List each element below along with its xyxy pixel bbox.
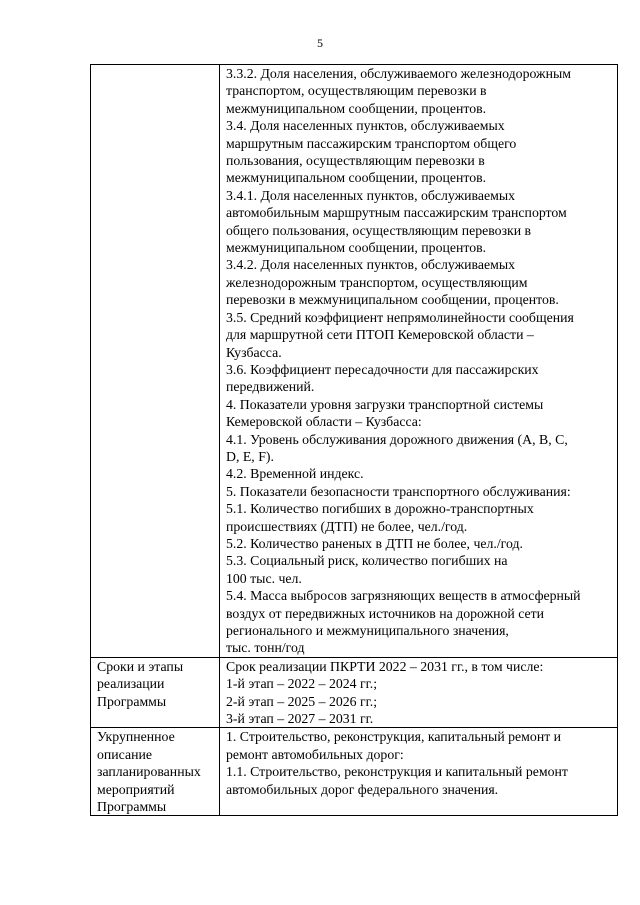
content-line: 5. Показатели безопасности транспортного обслуживания: bbox=[226, 483, 571, 499]
table-body bbox=[91, 65, 618, 816]
table-row bbox=[91, 728, 618, 816]
table-row bbox=[91, 657, 618, 728]
row-content-cell bbox=[220, 728, 618, 816]
content-line: 5.1. Количество погибших в дорожно-транспортных bbox=[226, 501, 534, 517]
content-line: 3.3.2. Доля населения, обслуживаемого железнодорожным bbox=[226, 66, 571, 81]
label-line: мероприятий bbox=[97, 781, 175, 797]
row-content-cell bbox=[220, 657, 618, 728]
content-line: 5.2. Количество раненых в ДТП не более, чел./год. bbox=[226, 535, 523, 551]
content-line: 1-й этап – 2022 – 2024 гг.; bbox=[226, 676, 378, 692]
content-line: автомобильных дорог федерального значения. bbox=[226, 781, 499, 797]
content-line: 4.2. Временной индекс. bbox=[226, 466, 364, 482]
content-line: перевозки в межмуниципальном сообщении, процентов. bbox=[226, 292, 559, 308]
content-line: маршрутным пассажирским транспортом общего bbox=[226, 135, 517, 151]
content-line: транспортом, осуществляющим перевозки в bbox=[226, 83, 487, 99]
content-line: 5.3. Социальный риск, количество погибших на bbox=[226, 553, 508, 569]
label-line: Программы bbox=[97, 799, 167, 815]
content-line: общего пользования, осуществляющим перевозки в bbox=[226, 222, 532, 238]
content-line: 4. Показатели уровня загрузки транспортной системы bbox=[226, 396, 544, 412]
content-line: 3.4.1. Доля населенных пунктов, обслуживаемых bbox=[226, 187, 515, 203]
content-line: D, E, F). bbox=[226, 448, 274, 464]
content-line: передвижений. bbox=[226, 379, 315, 395]
content-line: 3.5. Средний коэффициент непрямолинейности сообщения bbox=[226, 309, 574, 325]
content-line: 5.4. Масса выбросов загрязняющих веществ в атмосферный bbox=[226, 588, 581, 604]
content-line: 100 тыс. чел. bbox=[226, 570, 302, 586]
row-content-cell bbox=[220, 65, 618, 658]
row-label-cell bbox=[91, 728, 220, 816]
content-line: тыс. тонн/год bbox=[226, 640, 305, 656]
content-line: 3-й этап – 2027 – 2031 гг. bbox=[226, 711, 374, 727]
content-line: Срок реализации ПКРТИ 2022 – 2031 гг., в том числе: bbox=[226, 658, 544, 674]
content-line: регионального и межмуниципального значения, bbox=[226, 623, 509, 638]
table-row bbox=[91, 65, 618, 658]
content-line: 3.6. Коэффициент пересадочности для пассажирских bbox=[226, 361, 539, 377]
page-number: 5 bbox=[317, 36, 323, 50]
label-line: описание bbox=[97, 746, 152, 762]
content-line: 2-й этап – 2025 – 2026 гг.; bbox=[226, 693, 378, 709]
content-line: железнодорожным транспортом, осуществляющим bbox=[226, 274, 528, 290]
label-line: запланированных bbox=[97, 764, 201, 780]
content-line: Кемеровской области – Кузбасса: bbox=[226, 414, 422, 430]
content-line: 1.1. Строительство, реконструкция и капитальный ремонт bbox=[226, 764, 568, 780]
content-line: межмуниципальном сообщении, процентов. bbox=[226, 170, 487, 186]
content-line: 4.1. Уровень обслуживания дорожного движения (A, B, C, bbox=[226, 431, 568, 447]
content-line: пользования, осуществляющим перевозки в bbox=[226, 153, 485, 169]
content-line: воздух от передвижных источников на дорожной сети bbox=[226, 605, 545, 621]
content-line: автомобильным маршрутным пассажирским транспортом bbox=[226, 205, 567, 221]
content-line: 1. Строительство, реконструкция, капитальный ремонт и bbox=[226, 729, 562, 745]
content-line: Кузбасса. bbox=[226, 344, 282, 360]
content-line: ремонт автомобильных дорог: bbox=[226, 746, 404, 762]
content-line: 3.4.2. Доля населенных пунктов, обслуживаемых bbox=[226, 257, 515, 273]
row-label-cell bbox=[91, 65, 220, 658]
content-line: межмуниципальном сообщении, процентов. bbox=[226, 100, 487, 116]
label-line: Укрупненное bbox=[97, 729, 175, 745]
content-line: происшествиях (ДТП) не более, чел./год. bbox=[226, 518, 468, 534]
label-line: Сроки и этапы bbox=[97, 658, 184, 674]
label-line: реализации bbox=[97, 676, 165, 692]
label-line: Программы bbox=[97, 693, 167, 709]
content-line: 3.4. Доля населенных пунктов, обслуживаемых bbox=[226, 118, 505, 134]
row-label-cell bbox=[91, 657, 220, 728]
content-line: межмуниципальном сообщении, процентов. bbox=[226, 240, 487, 256]
program-passport-table bbox=[90, 64, 618, 816]
content-line: для маршрутной сети ПТОП Кемеровской области – bbox=[226, 327, 534, 343]
